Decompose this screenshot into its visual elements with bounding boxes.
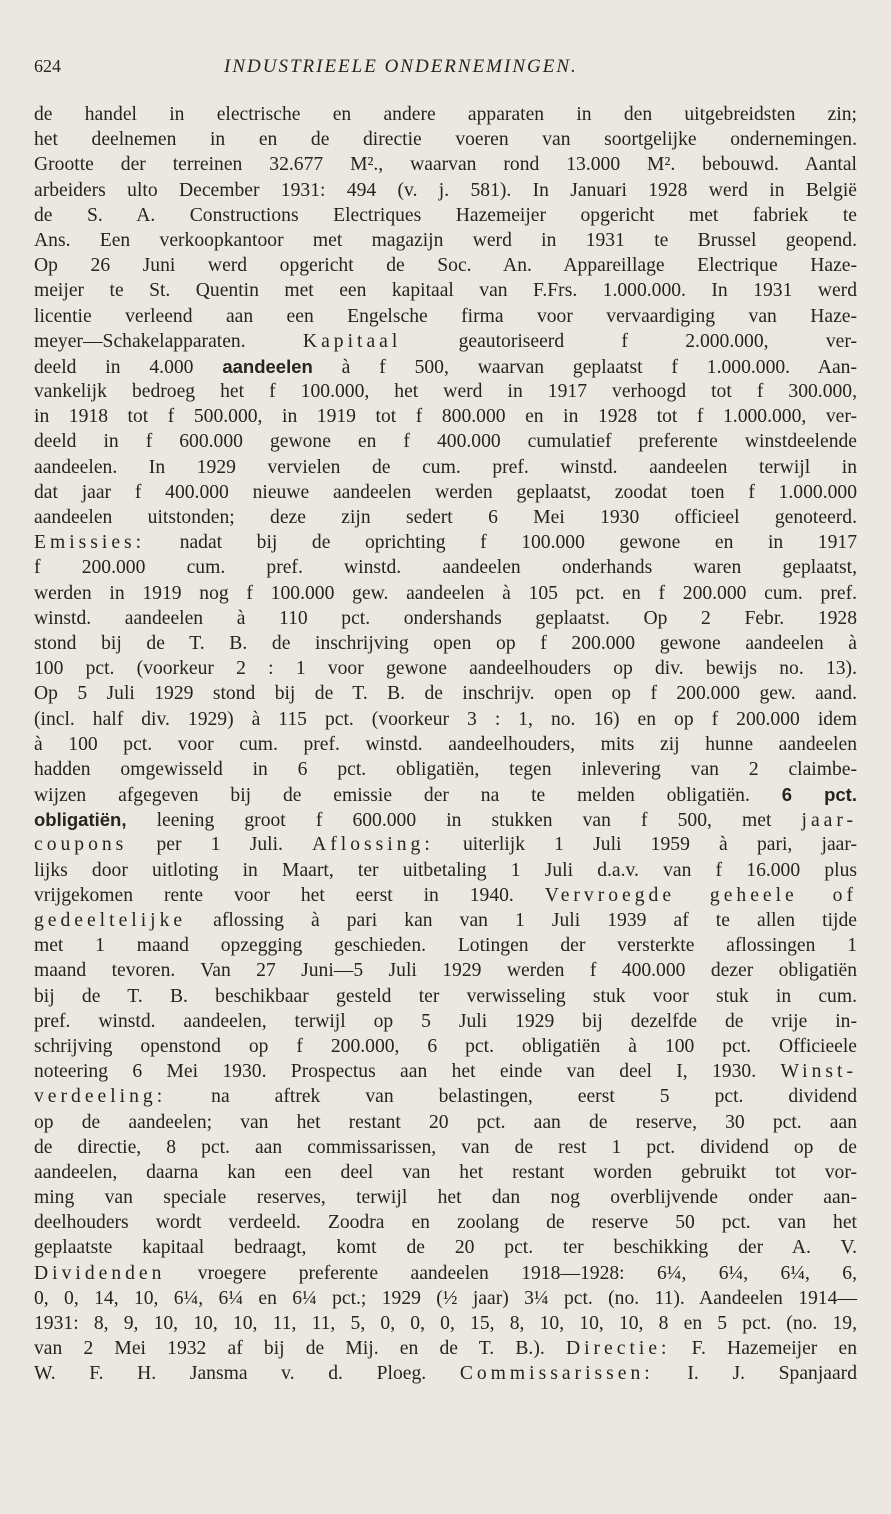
text-line — [34, 178, 857, 203]
text-segment: jaar- — [801, 810, 857, 832]
text-segment: vroegere preferente aandeelen 1918—1928: 6¼, 6¼, 6¼, 6, — [165, 1262, 857, 1284]
text-line — [34, 1059, 857, 1084]
text-segment: met 1 maand opzegging geschieden. Lotingen der versterkte aflossingen 1 — [34, 935, 857, 957]
text-line — [34, 429, 857, 454]
text-line — [34, 102, 857, 127]
text-segment: verdeeling: — [34, 1086, 167, 1108]
text-segment: à f 500, waarvan geplaatst f 1.000.000. Aan- — [312, 356, 857, 378]
text-segment: op de aandeelen; van het restant 20 pct. aan de reserve, 30 pct. aan — [34, 1111, 857, 1133]
text-segment: deeld in 4.000 — [34, 356, 223, 378]
text-line — [34, 984, 857, 1009]
running-head: INDUSTRIEELE ONDERNEMINGEN. — [224, 56, 578, 77]
text-line — [34, 1110, 857, 1135]
text-line — [34, 707, 857, 732]
text-segment: de directie, 8 pct. aan commissarissen, van de rest 1 pct. dividend op de — [34, 1136, 857, 1158]
text-segment: Kapitaal — [302, 330, 402, 352]
text-segment: Ans. Een verkoopkantoor met magazijn werd in 1931 te Brussel geopend. — [34, 229, 857, 251]
text-line — [34, 757, 857, 782]
text-line — [34, 1336, 857, 1361]
text-segment: vrijgekomen rente voor het eerst in 1940. — [34, 884, 545, 906]
text-line — [34, 404, 857, 429]
text-segment: lijks door uitloting in Maart, ter uitbetaling 1 Juli d.a.v. van f 16.000 plus — [34, 859, 857, 881]
text-segment: aflossing à pari kan van 1 Juli 1939 af te allen tijde — [186, 910, 857, 931]
text-segment: dat jaar f 400.000 nieuwe aandeelen werden geplaatst, zoodat toen f 1.000.000 — [34, 481, 857, 503]
text-line — [34, 858, 857, 883]
text-segment: Emissies: — [34, 532, 146, 554]
text-line — [34, 832, 857, 857]
text-segment: nadat bij de oprichting f 100.000 gewone en in 1917 — [145, 532, 857, 554]
text-segment: leening groot f 600.000 in stukken van f 500, met — [126, 810, 802, 832]
text-segment: à 100 pct. voor cum. pref. winstd. aandeelhouders, mits zij hunne aandeelen — [34, 733, 857, 755]
text-segment: stond bij de T. B. de inschrijving open op f 200.000 gewone aandeelen à — [34, 632, 857, 654]
text-line — [34, 1160, 857, 1185]
text-line — [34, 253, 857, 278]
text-segment: winstd. aandeelen à 110 pct. ondershands geplaatst. Op 2 Febr. 1928 — [34, 607, 857, 629]
body-text — [34, 102, 857, 1387]
text-segment: hadden omgewisseld in 6 pct. obligatiën, tegen inlevering van 2 claimbe- — [34, 758, 857, 780]
text-segment: aandeelen — [222, 355, 313, 377]
text-segment: F. Hazemeijer en — [670, 1338, 858, 1360]
text-segment: Op 26 Juni werd opgericht de Soc. An. Appareillage Electrique Haze- — [34, 255, 857, 277]
text-segment: W. F. H. Jansma v. d. Ploeg. — [34, 1363, 460, 1385]
text-segment: Grootte der terreinen 32.677 M²., waarvan rond 13.000 M². bebouwd. Aantal — [34, 154, 857, 176]
text-segment: geautoriseerd f 2.000.000, ver- — [401, 330, 857, 352]
text-line — [34, 1261, 857, 1286]
text-line — [34, 203, 857, 228]
text-line — [34, 278, 857, 303]
text-segment: meyer—Schakelapparaten. — [34, 330, 303, 352]
text-line — [34, 581, 857, 606]
text-segment: de S. A. Constructions Electriques Hazemeijer opgericht met fabriek te — [34, 204, 857, 226]
text-segment: f 200.000 cum. pref. winstd. aandeelen onderhands waren geplaatst, — [34, 557, 857, 579]
text-segment: Commissarissen: — [459, 1363, 654, 1385]
text-segment: meijer te St. Quentin met een kapitaal van F.Frs. 1.000.000. In 1931 werd — [34, 280, 857, 302]
text-line — [34, 379, 857, 404]
page-number: 624 — [34, 56, 61, 76]
text-line — [34, 732, 857, 757]
text-segment: de handel in electrische en andere apparaten in den uitgebreidsten zin; — [34, 104, 857, 125]
text-line — [34, 908, 857, 933]
text-segment: 0, 0, 14, 10, 6¼, 6¼ en 6¼ pct.; 1929 (½ jaar) 3¼ pct. (no. 11). Aandeelen 1914— — [34, 1287, 857, 1309]
text-segment: deeld in f 600.000 gewone en f 400.000 cumulatief preferente winstdeelende — [34, 431, 857, 453]
text-line — [34, 1185, 857, 1210]
text-segment: Vervroegde geheele of — [544, 884, 857, 906]
text-line — [34, 228, 857, 253]
text-segment: (incl. half div. 1929) à 115 pct. (voorkeur 3 : 1, no. 16) en op f 200.000 idem — [34, 708, 857, 730]
text-line — [34, 807, 857, 832]
text-segment: schrijving openstond op f 200.000, 6 pct. obligatiën à 100 pct. Officieele — [34, 1035, 857, 1057]
text-segment: gedeeltelijke — [34, 910, 187, 931]
text-line — [34, 958, 857, 983]
text-segment: werden in 1919 nog f 100.000 gew. aandeelen à 105 pct. en f 200.000 cum. pref. — [34, 582, 857, 604]
text-line — [34, 1311, 857, 1336]
text-segment: I. J. Spanjaard — [653, 1363, 857, 1385]
text-line — [34, 1009, 857, 1034]
text-segment: Op 5 Juli 1929 stond bij de T. B. de inschrijv. open op f 200.000 gew. aand. — [34, 683, 857, 705]
text-line — [34, 681, 857, 706]
text-segment: Winst- — [780, 1061, 857, 1083]
page-header — [34, 56, 857, 96]
text-line — [34, 606, 857, 631]
text-segment: 6 pct. — [781, 784, 857, 806]
text-segment: Directie: — [565, 1338, 671, 1360]
text-line — [34, 1034, 857, 1059]
text-line — [34, 1210, 857, 1235]
text-segment: pref. winstd. aandeelen, terwijl op 5 Juli 1929 bij dezelfde de vrije in- — [34, 1010, 857, 1032]
text-line — [34, 1084, 857, 1109]
text-segment: uiterlijk 1 Juli 1959 à pari, jaar- — [433, 834, 857, 856]
text-line — [34, 1135, 857, 1160]
text-line — [34, 152, 857, 177]
text-line — [34, 883, 857, 908]
text-segment: vankelijk bedroeg het f 100.000, het werd in 1917 verhoogd tot f 300.000, — [34, 381, 857, 403]
text-line — [34, 1286, 857, 1311]
text-segment: aandeelen uitstonden; deze zijn sedert 6 Mei 1930 officieel genoteerd. — [34, 507, 857, 528]
text-segment: coupons — [34, 834, 128, 856]
text-segment: van 2 Mei 1932 af bij de Mij. en de T. B.). — [34, 1338, 566, 1360]
text-segment: na aftrek van belastingen, eerst 5 pct. dividend — [166, 1086, 857, 1108]
text-line — [34, 304, 857, 329]
text-line — [34, 127, 857, 152]
text-line — [34, 782, 857, 807]
text-segment: obligatiën, — [34, 809, 127, 831]
text-segment: deelhouders wordt verdeeld. Zoodra en zoolang de reserve 50 pct. van het — [34, 1212, 857, 1234]
text-segment: Dividenden — [34, 1262, 166, 1284]
text-segment: licentie verleend aan een Engelsche firma voor vervaardiging van Haze- — [34, 305, 857, 327]
text-segment: aandeelen. In 1929 vervielen de cum. pref. winstd. aandeelen terwijl in — [34, 456, 857, 478]
text-line — [34, 354, 857, 379]
text-segment: 1931: 8, 9, 10, 10, 10, 11, 11, 5, 0, 0, 0, 15, 8, 10, 10, 10, 8 en 5 pct. (no. 19, — [34, 1313, 857, 1334]
text-line — [34, 656, 857, 681]
text-line — [34, 505, 857, 530]
text-line — [34, 631, 857, 656]
text-line — [34, 933, 857, 958]
text-line — [34, 455, 857, 480]
text-segment: wijzen afgegeven bij de emissie der na te melden obligatiën. — [34, 785, 782, 807]
text-line — [34, 555, 857, 580]
text-segment: 100 pct. (voorkeur 2 : 1 voor gewone aandeelhouders op div. bewijs no. 13). — [34, 658, 857, 680]
text-line — [34, 329, 857, 354]
text-line — [34, 1361, 857, 1386]
text-segment: maand tevoren. Van 27 Juni—5 Juli 1929 werden f 400.000 dezer obligatiën — [34, 960, 857, 982]
text-line — [34, 530, 857, 555]
text-segment: Aflossing: — [312, 834, 434, 856]
text-segment: arbeiders ulto December 1931: 494 (v. j. 581). In Januari 1928 werd in België — [34, 179, 857, 201]
text-segment: aandeelen, daarna kan een deel van het restant worden gebruikt tot vor- — [34, 1161, 857, 1183]
text-segment: geplaatste kapitaal bedraagt, komt de 20 pct. ter beschikking der A. V. — [34, 1237, 857, 1259]
text-segment: het deelnemen in en de directie voeren van soortgelijke ondernemingen. — [34, 129, 857, 151]
text-segment: in 1918 tot f 500.000, in 1919 tot f 800.000 en in 1928 tot f 1.000.000, ver- — [34, 406, 857, 428]
text-line — [34, 480, 857, 505]
text-segment: ming van speciale reserves, terwijl het dan nog overblijvende onder aan- — [34, 1187, 857, 1209]
text-segment: bij de T. B. beschikbaar gesteld ter verwisseling stuk voor stuk in cum. — [34, 985, 857, 1007]
text-segment: per 1 Juli. — [127, 834, 313, 856]
text-segment: noteering 6 Mei 1930. Prospectus aan het einde van deel I, 1930. — [34, 1061, 781, 1083]
text-line — [34, 1235, 857, 1260]
